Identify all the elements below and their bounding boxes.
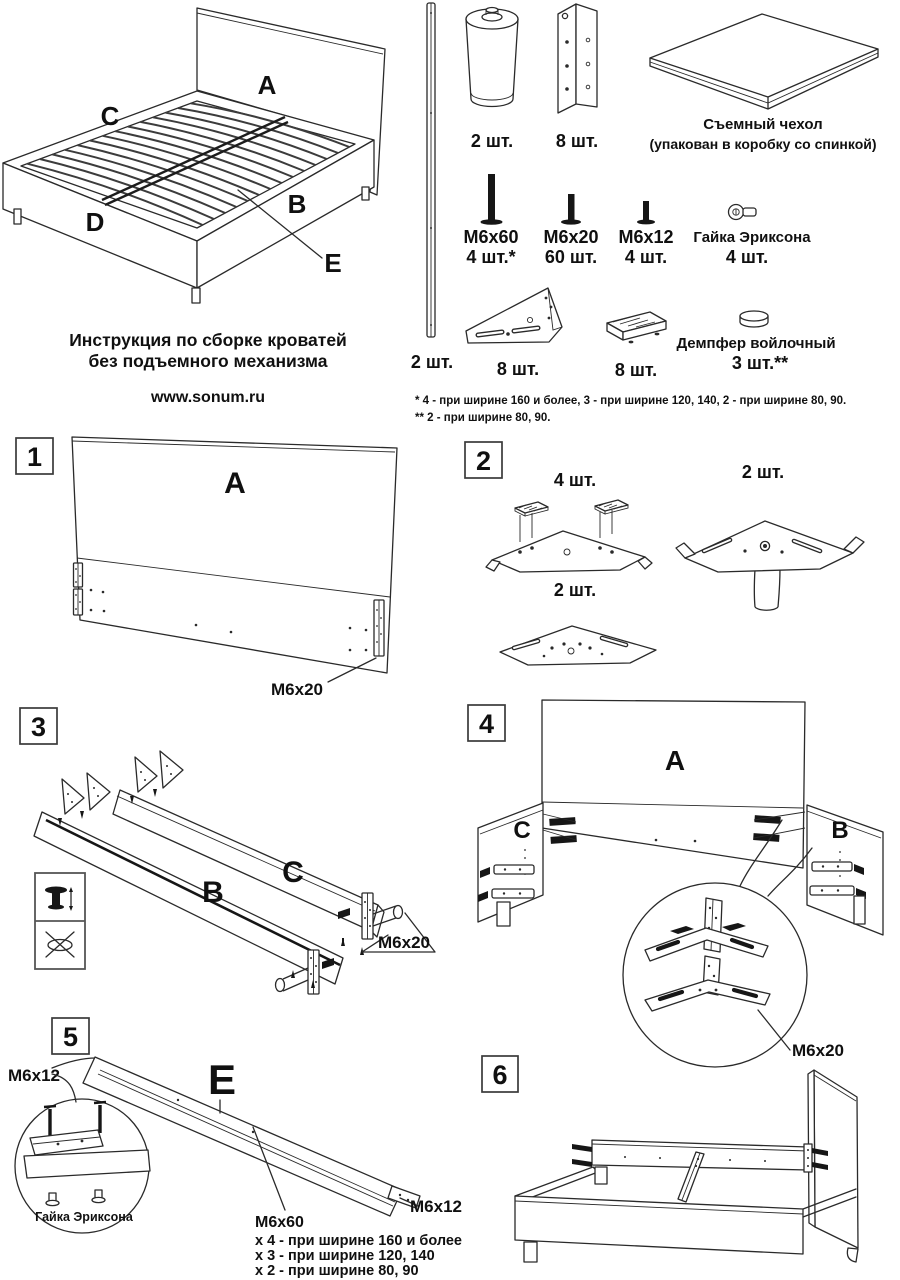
step5-bolt-name: М6х60 [255, 1214, 304, 1231]
step2-plates-qty: 2 шт. [553, 580, 597, 600]
overview-label-d: D [85, 207, 105, 237]
bolt-m6x20-name: М6х20 [543, 227, 599, 247]
bed-overview-drawing [0, 0, 420, 315]
step1-label-a: A [224, 467, 246, 500]
corner-bracket-icon [558, 4, 597, 113]
doc-title-line1: Инструкция по сборке кроватей [69, 330, 347, 350]
footnote-1: * 4 - при ширине 160 и более, 3 - при ширине 120, 140, 2 - при ширине 80, 90. [415, 395, 847, 407]
bolt-m6x12-name: М6х12 [618, 227, 674, 247]
step-1-number: 1 [26, 442, 43, 472]
step-2-number: 2 [475, 446, 492, 476]
bolt-m6x60-name: М6х60 [463, 227, 519, 247]
step3-fastener-label: М6х20 [378, 933, 430, 952]
cover-note: (упакован в коробку со спинкой) [649, 136, 877, 152]
step5-nut-label: Гайка Эриксона [35, 1210, 133, 1224]
corner-plate [500, 626, 656, 665]
doc-title-line2: без подъемного механизма [88, 351, 328, 371]
damper-name: Демпфер войлочный [676, 335, 836, 352]
pad-qty: 8 шт. [614, 360, 658, 380]
corner-plate-with-leg [676, 521, 864, 610]
website-url: www.sonum.ru [150, 389, 266, 406]
cover-icon [650, 14, 878, 109]
step3-label-b: B [202, 876, 224, 909]
damper-icon [740, 311, 768, 327]
step4-label-c: C [513, 817, 531, 844]
step3-label-c: C [282, 856, 304, 889]
bolt-m6x12-qty: 4 шт. [624, 247, 668, 267]
step1-fastener-label: М6х20 [271, 680, 323, 699]
strip-qty: 2 шт. [410, 352, 454, 372]
step-6-number: 6 [492, 1060, 508, 1090]
erikson-nut-qty: 4 шт. [725, 247, 769, 267]
corner-plate-exploded [486, 531, 652, 572]
step-5-drawing [0, 1010, 472, 1280]
bolt-m6x60-qty: 4 шт.* [466, 247, 516, 267]
rail-c [113, 751, 403, 939]
step5-fastener-right-label: М6х12 [410, 1197, 462, 1216]
assembled-frame [515, 1070, 858, 1262]
step2-pads-qty: 4 шт. [553, 470, 597, 490]
bolt-m6x12-icon [637, 201, 655, 224]
inset-note-box [35, 873, 85, 969]
overview-label-b: B [287, 189, 307, 219]
bed-leg-icon [466, 8, 518, 107]
erikson-nut-icon [729, 205, 757, 220]
step4-label-b: B [831, 817, 849, 844]
cover-name: Съемный чехол [703, 116, 823, 133]
parts-panel [400, 0, 900, 430]
step5-bolt-opt3: х 2 - при ширине 80, 90 [255, 1263, 419, 1279]
bolt-m6x20-qty: 60 шт. [544, 247, 598, 267]
step-4-drawing [460, 690, 900, 1080]
step-3-number: 3 [30, 712, 47, 742]
headboard-panel [542, 700, 805, 868]
bolt-m6x60-icon [481, 174, 503, 225]
title-block [30, 330, 386, 407]
step5-fastener-left-label: М6х12 [8, 1066, 60, 1085]
step-3-drawing [10, 700, 460, 1000]
step-5-number: 5 [62, 1022, 79, 1052]
plate-bracket-qty: 8 шт. [496, 359, 540, 379]
erikson-nuts [46, 1190, 105, 1206]
overview-label-c: C [100, 101, 120, 131]
footnote-2: ** 2 - при ширине 80, 90. [415, 412, 551, 424]
bolt-m6x20-icon [561, 194, 581, 225]
step-1-drawing [10, 430, 450, 706]
step5-bolt-opt1: х 4 - при ширине 160 и более [255, 1233, 462, 1249]
erikson-nut-name: Гайка Эриксона [693, 229, 811, 246]
leg-qty: 2 шт. [470, 131, 514, 151]
step5-bolt-opt2: х 3 - при ширине 120, 140 [255, 1248, 435, 1264]
overview-label-e: E [324, 248, 342, 278]
step-6-drawing [460, 1040, 900, 1280]
center-beam-e [83, 1057, 420, 1216]
plate-bracket-icon [466, 288, 562, 343]
step-4-number: 4 [478, 709, 495, 739]
damper-qty: 3 шт.** [731, 353, 789, 373]
step4-fastener-label: М6х20 [792, 1041, 844, 1060]
slat-strip-icon [427, 3, 435, 337]
pad-icon [607, 312, 666, 343]
corner-bracket-qty: 8 шт. [555, 131, 599, 151]
rail-c-left [478, 803, 543, 926]
step2-leg-plates-qty: 2 шт. [741, 462, 785, 482]
overview-label-a: A [257, 70, 277, 100]
step-2-drawing [460, 430, 900, 690]
step5-label-e: E [207, 1056, 237, 1103]
detail-callout-circle [15, 1099, 150, 1233]
step4-label-a: A [664, 745, 686, 776]
